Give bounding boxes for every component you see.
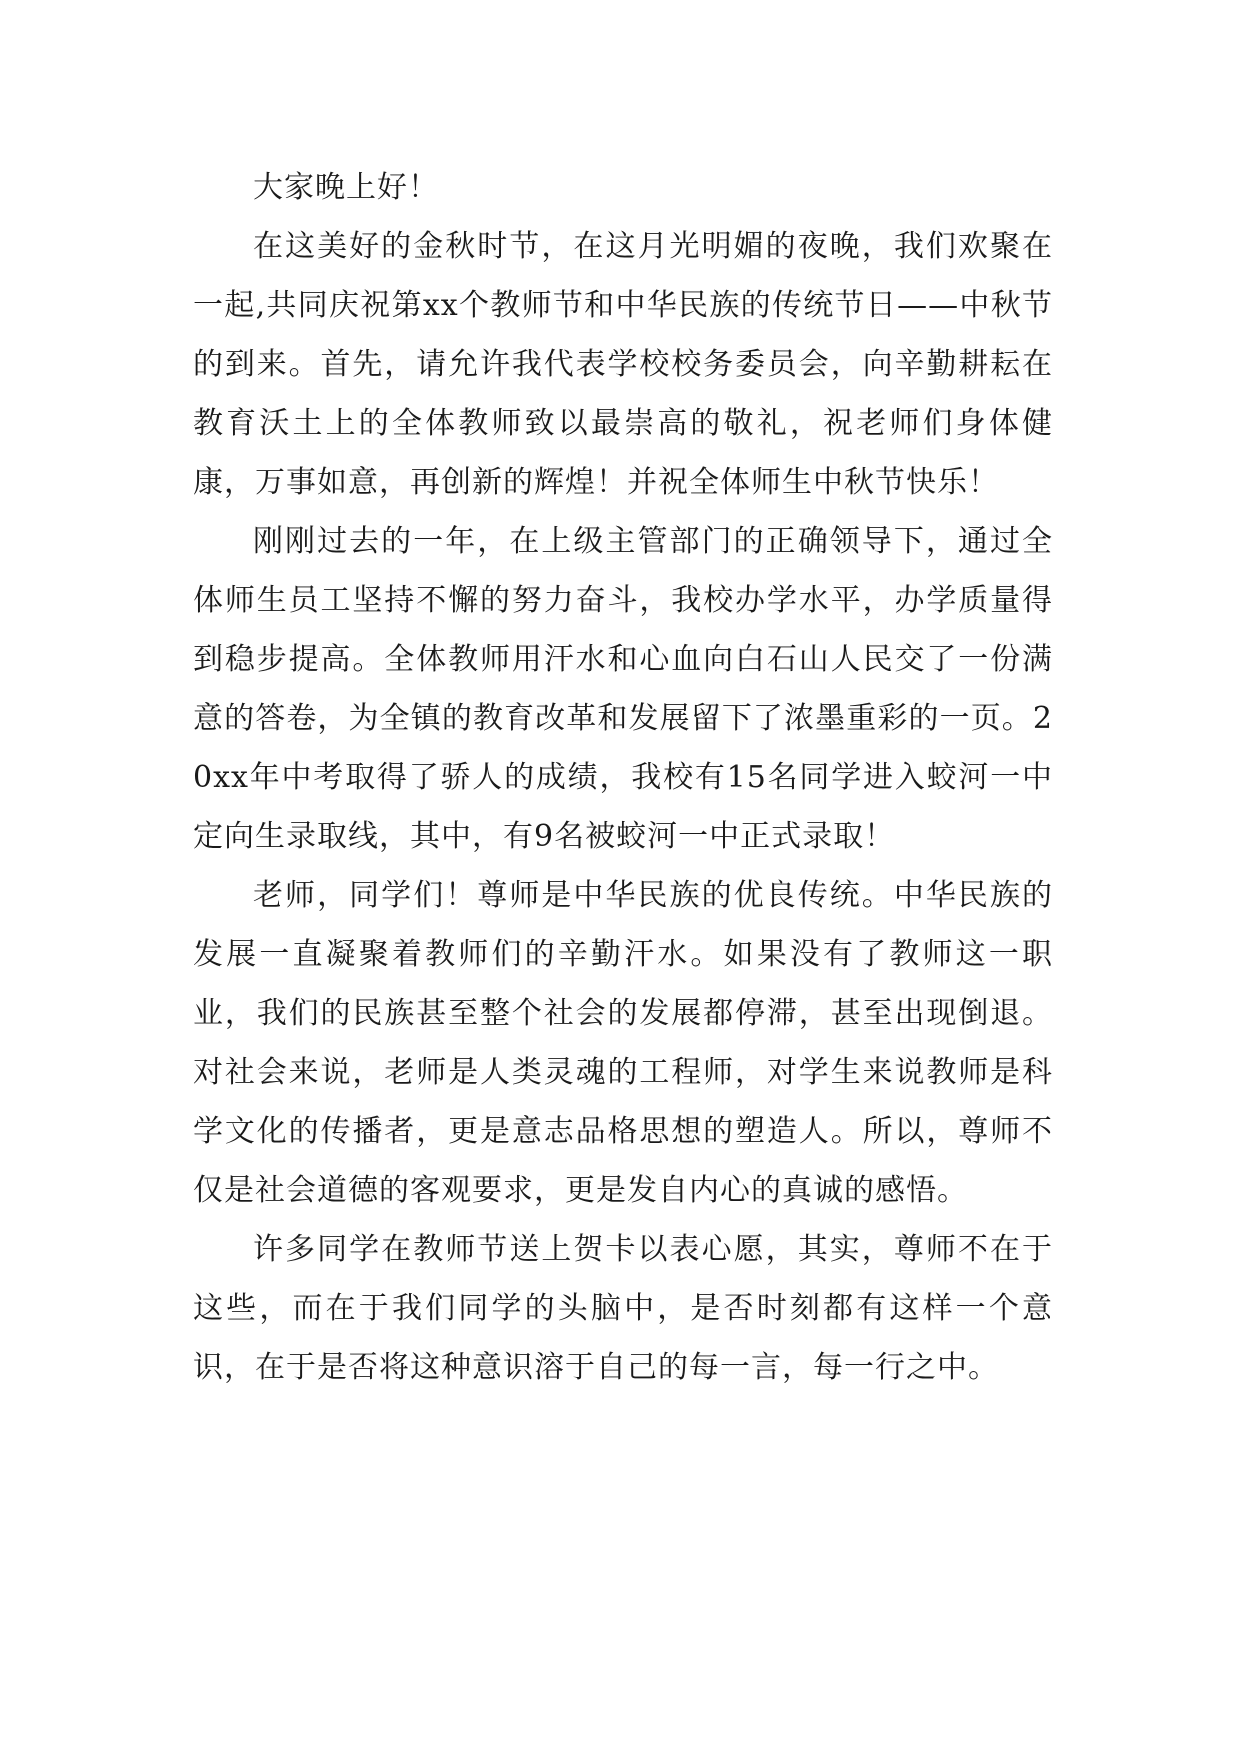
paragraph-awareness: 许多同学在教师节送上贺卡以表心愿，其实，尊师不在于这些，而在于我们同学的头脑中，是否时刻都有这样一个意识，在于是否将这种意识溶于自己的每一言，每一行之中。 bbox=[193, 1232, 1053, 1385]
paragraph-celebration: 在这美好的金秋时节，在这月光明媚的夜晚，我们欢聚在一起,共同庆祝第xx个教师节和中华民族的传统节日——中秋节的到来。首先，请允许我代表学校校务委员会，向辛勤耕耘在教育沃土上的全体教师致以最崇高的敬礼，祝老师们身体健康，万事如意，再创新的辉煌！并祝全体师生中秋节快乐！ bbox=[193, 229, 1053, 500]
paragraph-greeting: 大家晚上好！ bbox=[253, 170, 439, 205]
document-body bbox=[193, 158, 1053, 1397]
paragraph-achievements: 刚刚过去的一年，在上级主管部门的正确领导下，通过全体师生员工坚持不懈的努力奋斗，我校办学水平，办学质量得到稳步提高。全体教师用汗水和心血向白石山人民交了一份满意的答卷，为全镇的教育改革和发展留下了浓墨重彩的一页。20xx年中考取得了骄人的成绩，我校有15名同学进入蛟河一中定向生录取线，其中，有9名被蛟河一中正式录取！ bbox=[193, 524, 1053, 854]
paragraph-respect-teachers: 老师，同学们！尊师是中华民族的优良传统。中华民族的发展一直凝聚着教师们的辛勤汗水。如果没有了教师这一职业，我们的民族甚至整个社会的发展都停滞，甚至出现倒退。对社会来说，老师是人类灵魂的工程师，对学生来说教师是科学文化的传播者，更是意志品格思想的塑造人。所以，尊师不仅是社会道德的客观要求，更是发自内心的真诚的感悟。 bbox=[193, 878, 1053, 1208]
